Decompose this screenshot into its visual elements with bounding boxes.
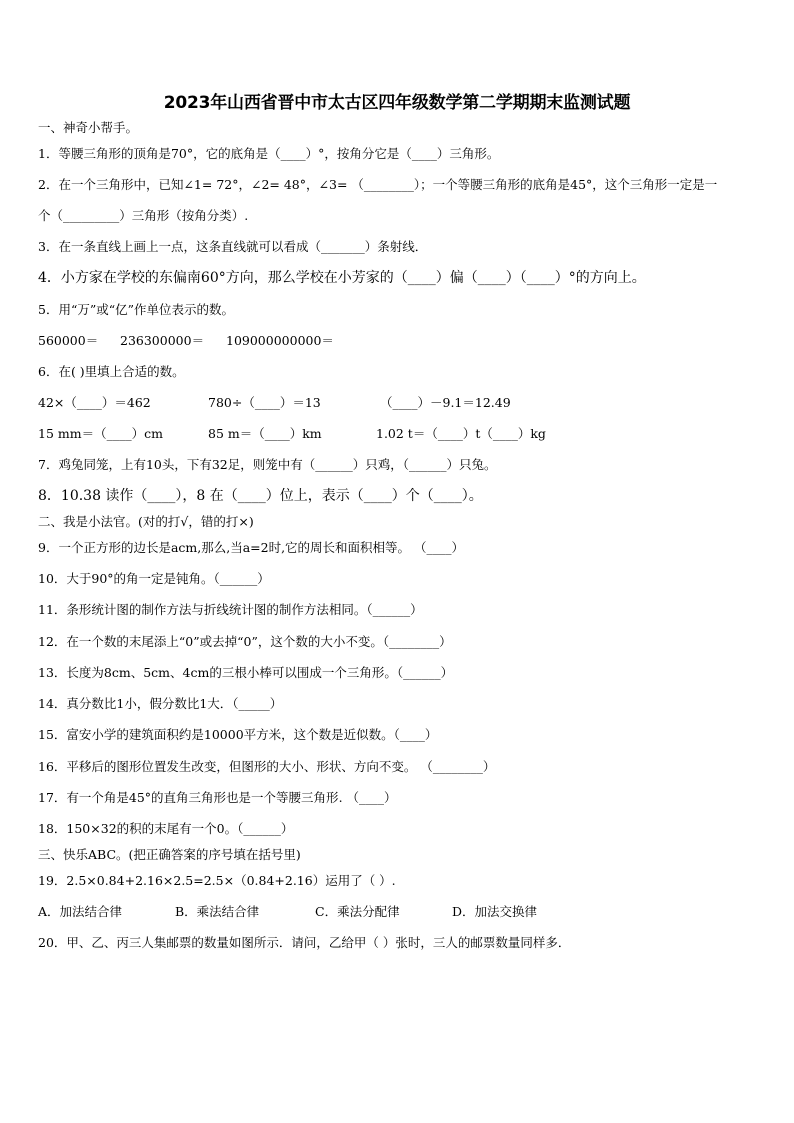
question-13: 13．长度为8cm、5cm、4cm的三根小棒可以围成一个三角形。（______） xyxy=(38,665,454,680)
question-4: 4．小方家在学校的东偏南60°方向，那么学校在小芳家的（____）偏（____）（____）°的方向上。 xyxy=(38,270,646,286)
question-19: 19．2.5×0.84+2.16×2.5=2.5×（0.84+2.16）运用了（ ）. xyxy=(38,873,396,888)
question-5: 5．用“万”或“亿”作单位表示的数。 xyxy=(38,302,235,317)
q19-option-c: C．乘法分配律 xyxy=(315,904,400,919)
section-heading-1: 一、神奇小帮手。 xyxy=(38,120,139,135)
question-20: 20．甲、乙、丙三人集邮票的数量如图所示．请问，乙给甲（ ）张时，三人的邮票数量同样多． xyxy=(38,935,571,950)
section-heading-3: 三、快乐ABC。(把正确答案的序号填在括号里) xyxy=(38,847,301,862)
question-16: 16．平移后的图形位置发生改变，但图形的大小、形状、方向不变。 （________） xyxy=(38,759,496,774)
q6-item: （____）－9.1＝12.49 xyxy=(380,395,511,410)
question-7: 7．鸡兔同笼，上有10头，下有32足，则笼中有（______）只鸡，（______）只兔。 xyxy=(38,457,497,472)
q19-option-b: B．乘法结合律 xyxy=(175,904,260,919)
question-14: 14．真分数比1小，假分数比1大．（_____） xyxy=(38,696,283,711)
q6-item: 780÷（____）＝13 xyxy=(208,395,321,410)
q19-option-a: A．加法结合律 xyxy=(38,904,123,919)
question-17: 17．有一个角是45°的直角三角形也是一个等腰三角形. （____） xyxy=(38,790,397,805)
question-8: 8．10.38 读作（____），8 在（____）位上，表示（____）个（____）。 xyxy=(38,488,483,504)
q5-item: 109000000000＝ xyxy=(226,333,334,348)
section-heading-2: 二、我是小法官。(对的打√，错的打×) xyxy=(38,514,254,529)
question-10: 10．大于90°的角一定是钝角。（______） xyxy=(38,571,270,586)
question-1: 1．等腰三角形的顶角是70°，它的底角是（____）°，按角分它是（____）三角形。 xyxy=(38,146,500,161)
question-6: 6．在( )里填上合适的数。 xyxy=(38,364,185,379)
q6-item: 42×（____）＝462 xyxy=(38,395,151,410)
question-9: 9．一个正方形的边长是acm,那么,当a=2时,它的周长和面积相等。 （____） xyxy=(38,540,465,555)
question-15: 15．富安小学的建筑面积约是10000平方米，这个数是近似数。（____） xyxy=(38,727,438,742)
question-2-line-2: 个（_________）三角形（按角分类）. xyxy=(38,208,249,223)
q6-item: 85 m＝（____）km xyxy=(208,426,322,441)
q19-option-d: D．加法交换律 xyxy=(452,904,538,919)
q5-item: 236300000＝ xyxy=(120,333,205,348)
question-11: 11．条形统计图的制作方法与折线统计图的制作方法相同。（______） xyxy=(38,602,423,617)
question-2-line-1: 2．在一个三角形中，已知∠1= 72°，∠2= 48°，∠3= （________）；一个等腰三角形的底角是45°，这个三角形一定是一 xyxy=(38,177,718,192)
question-12: 12．在一个数的末尾添上“0”或去掉“0”，这个数的大小不变。（________） xyxy=(38,634,452,649)
question-3: 3．在一条直线上画上一点，这条直线就可以看成（_______）条射线． xyxy=(38,239,428,254)
question-18: 18．150×32的积的末尾有一个0。（______） xyxy=(38,821,294,836)
q6-item: 1.02 t＝（____）t（____）kg xyxy=(376,426,546,441)
q6-item: 15 mm＝（____）cm xyxy=(38,426,163,441)
page-title: 2023年山西省晋中市太古区四年级数学第二学期期末监测试题 xyxy=(163,93,631,113)
q5-item: 560000＝ xyxy=(38,333,99,348)
